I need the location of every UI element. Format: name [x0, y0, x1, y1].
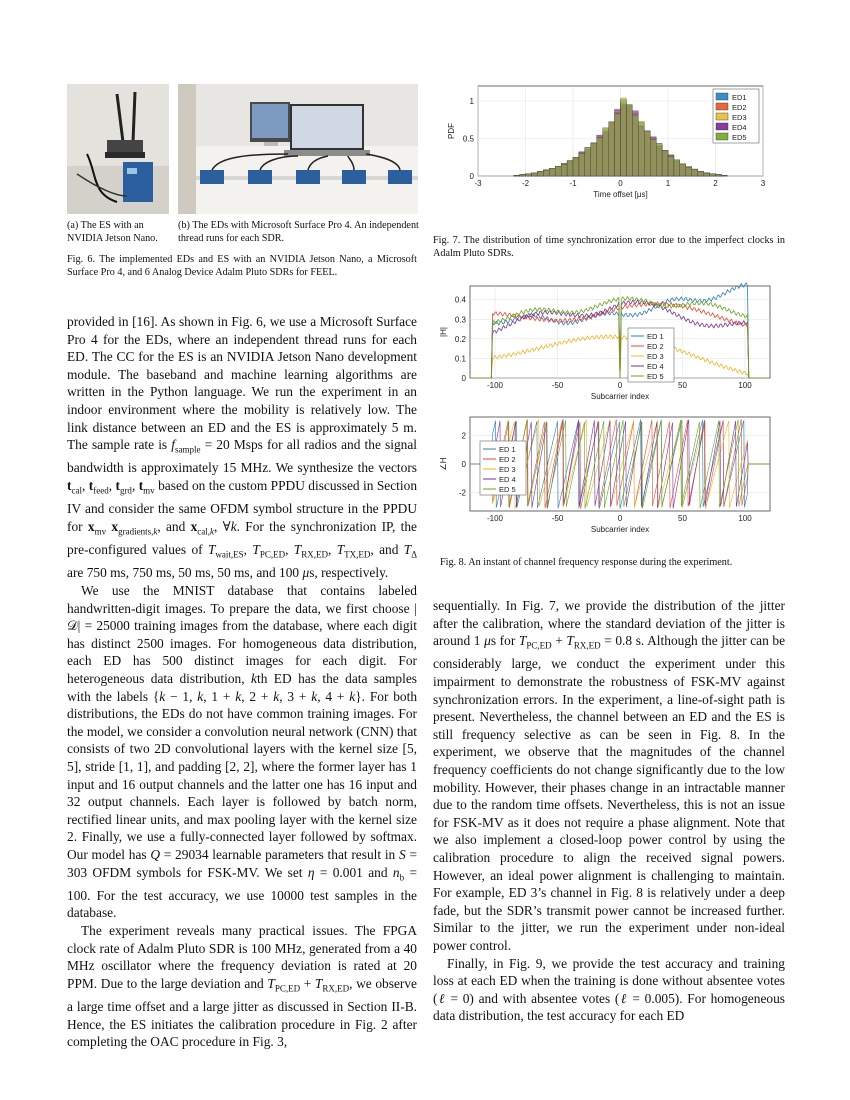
x-tick-label: 3: [760, 179, 766, 188]
fig6-caption: Fig. 6. The implemented EDs and ES with an NVIDIA Jetson Nano, a Microsoft Surface Pro 4, and 6 Analog Device Adalm Pluto SDRs for FEEL.: [67, 254, 417, 278]
y-tick-label: 2: [461, 431, 466, 441]
y-tick-label: 0: [461, 460, 466, 469]
legend-entry: ED 4: [647, 362, 664, 371]
x-axis-label: Subcarrier index: [590, 525, 650, 534]
y-axis-label: PDF: [447, 123, 456, 139]
y-tick-label: 0.4: [454, 295, 466, 305]
x-tick-label: 50: [678, 514, 687, 523]
legend-entry: ED 2: [647, 342, 664, 351]
legend-entry: ED 5: [499, 485, 516, 494]
x-tick-label: 50: [678, 381, 687, 390]
x-tick-label: 0: [617, 514, 623, 523]
histogram-bar: [573, 157, 579, 176]
histogram-bar: [698, 172, 704, 177]
fig6b-caption: (b) The EDs with Microsoft Surface Pro 4. An independent thread runs for each SDR.: [178, 220, 419, 244]
histogram-bar: [632, 115, 638, 176]
histogram-bar: [531, 173, 537, 176]
histogram-bar: [543, 170, 549, 176]
y-axis-label: ∠H: [439, 457, 448, 471]
histogram-bar: [621, 100, 627, 177]
x-tick-label: -50: [551, 381, 564, 390]
x-tick-label: -2: [521, 179, 530, 188]
histogram-bar: [674, 160, 680, 176]
x-tick-label: 0: [618, 179, 623, 188]
histogram-bar: [721, 175, 727, 176]
x-tick-label: 100: [738, 381, 752, 390]
x-tick-label: 0: [617, 381, 623, 390]
legend-entry: ED 5: [647, 372, 664, 381]
histogram-bar: [686, 167, 692, 176]
fig8-magnitude-legend: [628, 328, 674, 382]
histogram-bar: [668, 156, 674, 176]
legend-entry: ED2: [732, 103, 747, 112]
histogram-bar: [585, 148, 591, 176]
x-tick-label: -100: [486, 514, 504, 523]
y-axis-label: |H|: [439, 327, 448, 337]
histogram-bar: [656, 144, 662, 176]
legend-entry: ED5: [732, 133, 747, 142]
x-tick-label: 100: [738, 514, 752, 523]
x-tick-label: -100: [486, 381, 504, 390]
legend-entry: ED 3: [499, 465, 516, 474]
fig7-histogram: [440, 80, 775, 205]
histogram-bar: [704, 173, 710, 176]
histogram-bar: [591, 143, 597, 176]
legend-swatch: [716, 123, 728, 130]
photo-es-jetson-nano: [67, 84, 169, 214]
histogram-bar: [644, 131, 650, 176]
y-tick-label: 0.5: [462, 134, 474, 144]
histogram-bar: [638, 122, 644, 176]
histogram-bar: [710, 174, 716, 176]
fig8-magnitude-plot: [440, 280, 780, 408]
x-tick-label: 2: [713, 179, 718, 188]
histogram-bar: [692, 169, 698, 176]
legend-swatch: [716, 113, 728, 120]
fig6a-caption: (a) The ES with an NVIDIA Jetson Nano.: [67, 220, 158, 244]
histogram-bar: [662, 151, 668, 177]
histogram-bar: [597, 138, 603, 176]
x-tick-label: -3: [474, 179, 482, 188]
fig8-caption: Fig. 8. An instant of channel frequency response during the experiment.: [440, 557, 733, 568]
histogram-bar: [650, 139, 656, 176]
legend-entry: ED 4: [499, 475, 516, 484]
histogram-bar: [567, 161, 573, 176]
histogram-bar: [626, 105, 632, 176]
left-column-text: provided in [16]. As shown in Fig. 6, we use a Microsoft Surface Pro 4 for the EDs, where an independent thread runs for each ED. The CC for the ES is an NVIDIA Jetson Nano development module. The baseband and machine learning algorithms are written in the Python language. We run the experiment in an indoor environment where the mobility is relatively low. The link distance between an ED and the ES is approximately 5 m. The sample rate is $f_{sample} = 20$ Msps for all radios and the signal bandwidth is approximately 15 MHz. We synthesize the vectors $t_{cal}$, $t_{feed}$, $t_{grd}$, $t_{mv}$ based on the custom PPDU discussed in Section IV and consider the same OFDM symbol structure in the PPDU for $x_{mv}$ $x_{gradients,k}$, and $x_{cal,k}$, ∀k. For the synchronization IP, the pre-configured values of $T_{wait,ES}$, $T_{PC,ED}$, $T_{RX,ED}$, $T_{TX,ED}$, and $T_\Delta$ are 750 ms, 750 ms, 50 ms, 50 ms, and 100 μs, respectively. We use the MNIST database that contains labeled handwritten-digit images. To prepare the data, we first choose |𝒟| = 25000 training images from the database, where each digit has distinct 2500 images. For homogeneous data distribution, each ED has 500 distinct images for each digit. For heterogeneous data distribution, kth ED has the data samples with the labels {k − 1, k, 1 + k, 2 + k, 3 + k, 4 + k}. For both distributions, the EDs do not have common training images. For the model, we consider a convolution neural network (CNN) that consists of two 2D convolutional layers with the kernel size [5, 5], stride [1, 1], and padding [2, 2], where the former layer has 1 input and 16 output channels and the latter one has 16 input and 32 output channels. Each layer is followed by batch norm, rectified linear units, and max pooling layer with the kernel size 2. Finally, we use a fully-connected layer followed by softmax. Our model has Q = 29034 learnable parameters that result in S = 303 OFDM symbols for FSK-MV. We set η = 0.001 and $n_b = 100$. For the test accuracy, we use 10000 test samples in the database. The experiment reveals many practical issues. The FPGA clock rate of Adalm Pluto SDR is 100 MHz, generated from a 40 MHz oscillator where the frequency deviation is rated at 20 PPM. Due to the large deviation and $T_{PC,ED} + T_{RX,ED}$, we observe a large time offset and a large jitter as discussed in Section II-B. Hence, the ES initiates the calibration procedure in Fig. 2 after completing the OAC procedure in Fig. 3,: [67, 314, 418, 1050]
legend-entry: ED 1: [647, 332, 664, 341]
fig8-phase-legend: [480, 441, 526, 495]
fig7-legend: [713, 89, 759, 143]
histogram-bar: [615, 114, 621, 176]
x-axis-label: Subcarrier index: [590, 392, 650, 401]
histogram-bar: [680, 164, 686, 176]
fig7-caption: Fig. 7. The distribution of time synchronization error due to the imperfect clocks in Adalm Pluto SDRs.: [433, 235, 785, 259]
legend-entry: ED 1: [499, 445, 516, 454]
y-tick-label: -2: [458, 488, 466, 498]
legend-entry: ED4: [732, 123, 747, 132]
x-tick-label: -1: [569, 179, 577, 188]
right-column-text: sequentially. In Fig. 7, we provide the distribution of the jitter after the calibration, where the standard deviation of the jitter is around 1 μs for $T_{PC,ED} + T_{RX,ED} = 0.8$ s. Although the jitter can be considerably large, we conduct the experiment under this impairment to demonstrate the robustness of FSK-MV against synchronization errors. In the experiment, a line-of-sight path is present. Nevertheless, the channel between an ED and the ES is still frequency selective as can be seen in Fig. 8. In the experiment, we observe that the magnitudes of the channel frequency coefficients do not change significantly due to the low mobility. However, their phases change in an intractable manner due to the random time offsets. Nevertheless, this is not an issue for FSK-MV as it does not require a phase alignment. Note that we also implement a closed-loop power control by using the calibration procedure to align the received signal powers. However, an ideal power alignment is challenging to maintain. For example, ED 3’s channel in Fig. 8 is relatively under a deep fade, but the SDR’s transmit power cannot be increased further. Similar to the jitter, we run the experiment under non-ideal power control. Finally, in Fig. 9, we provide the test accuracy and training loss at each ED when the training is done without absentee votes (ℓ = 0) and with absentee votes (ℓ = 0.005). For homogeneous data distribution, the test accuracy for each ED: [433, 598, 786, 1024]
fig8-phase-plot: [440, 413, 780, 543]
histogram-bar: [609, 122, 615, 176]
x-axis-label: Time offset [μs]: [593, 190, 648, 199]
histogram-bar: [549, 168, 555, 176]
y-tick-label: 0: [461, 374, 466, 383]
legend-entry: ED 2: [499, 455, 516, 464]
y-tick-label: 0.3: [454, 315, 466, 325]
histogram-bar: [526, 174, 532, 176]
legend-entry: ED3: [732, 113, 747, 122]
histogram-bar: [561, 164, 567, 176]
legend-swatch: [716, 93, 728, 100]
legend-entry: ED 3: [647, 352, 664, 361]
legend-swatch: [716, 133, 728, 140]
legend-swatch: [716, 103, 728, 110]
histogram-bar: [555, 166, 561, 176]
histogram-bar: [537, 172, 543, 177]
y-tick-label: 0.2: [454, 334, 466, 344]
histogram-bar: [579, 153, 585, 176]
y-tick-label: 0.1: [454, 354, 466, 364]
histogram-bar: [603, 129, 609, 176]
histogram-bar: [514, 175, 520, 176]
x-tick-label: -50: [551, 514, 564, 523]
y-tick-label: 1: [469, 97, 474, 106]
histogram-bar: [520, 175, 526, 177]
x-tick-label: 1: [665, 179, 671, 188]
y-tick-label: 0: [469, 172, 474, 181]
legend-entry: ED1: [732, 93, 747, 102]
photo-eds-surface-pro: [178, 84, 418, 214]
histogram-bar: [716, 175, 722, 177]
